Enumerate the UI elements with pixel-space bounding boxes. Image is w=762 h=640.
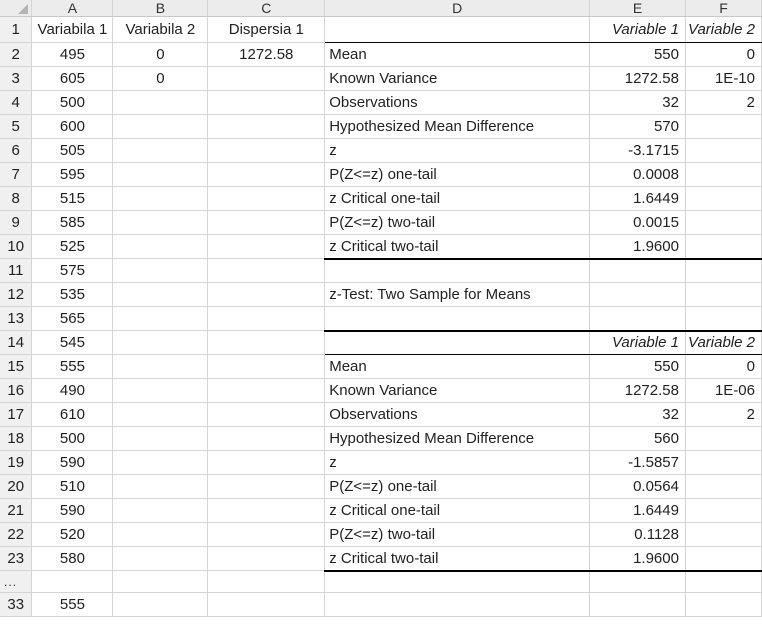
cell-a[interactable]: 585 (32, 211, 113, 235)
cell-b[interactable] (113, 499, 208, 523)
cell-f[interactable] (685, 235, 761, 259)
cell-d[interactable]: Observations (325, 91, 590, 115)
gap-cell (325, 571, 590, 593)
cell-a[interactable]: 520 (32, 523, 113, 547)
cell-b[interactable] (113, 235, 208, 259)
cell-d[interactable] (325, 331, 590, 355)
cell-c[interactable] (208, 115, 325, 139)
cell-a[interactable]: 555 (32, 593, 113, 617)
cell-c[interactable] (208, 331, 325, 355)
cell-d[interactable] (325, 593, 590, 617)
cell-b[interactable] (113, 115, 208, 139)
column-header-b[interactable]: B (113, 0, 208, 17)
cell-a[interactable]: 600 (32, 115, 113, 139)
grid-body (0, 17, 762, 617)
cell-c[interactable] (208, 283, 325, 307)
cell-c[interactable] (208, 307, 325, 331)
row-header[interactable]: 10 (0, 235, 32, 259)
table-row (0, 211, 762, 235)
cell-e[interactable]: Variable 1 (590, 17, 686, 43)
table-row (0, 17, 762, 43)
cell-d[interactable] (325, 259, 590, 283)
column-header-a[interactable]: A (32, 0, 113, 17)
cell-d[interactable]: P(Z<=z) one-tail (325, 475, 590, 499)
cell-f[interactable] (685, 475, 761, 499)
cell-e[interactable] (590, 593, 686, 617)
cell-a[interactable]: 545 (32, 331, 113, 355)
cell-c[interactable] (208, 451, 325, 475)
cell-f[interactable]: 1E-10 (685, 67, 761, 91)
row-header[interactable]: 16 (0, 379, 32, 403)
cell-d[interactable]: Hypothesized Mean Difference (325, 427, 590, 451)
cell-d[interactable]: z Critical two-tail (325, 235, 590, 259)
cell-e[interactable]: 550 (590, 355, 686, 379)
cell-a[interactable]: 505 (32, 139, 113, 163)
cell-c[interactable] (208, 91, 325, 115)
table-row (0, 67, 762, 91)
cell-b[interactable] (113, 163, 208, 187)
table-row (0, 547, 762, 571)
cell-a[interactable]: 565 (32, 307, 113, 331)
cell-b[interactable] (113, 547, 208, 571)
cell-d[interactable]: P(Z<=z) one-tail (325, 163, 590, 187)
row-header[interactable]: 6 (0, 139, 32, 163)
cell-e[interactable]: 0.0015 (590, 211, 686, 235)
cell-c[interactable] (208, 259, 325, 283)
cell-e[interactable]: Variable 1 (590, 331, 686, 355)
select-all-icon (18, 4, 28, 14)
cell-b[interactable] (113, 475, 208, 499)
cell-b[interactable] (113, 259, 208, 283)
cell-f[interactable] (685, 187, 761, 211)
cell-f[interactable]: 0 (685, 43, 761, 67)
row-header[interactable]: 20 (0, 475, 32, 499)
cell-d[interactable]: Mean (325, 43, 590, 67)
column-header-f[interactable]: F (685, 0, 761, 17)
cell-f[interactable] (685, 499, 761, 523)
cell-b[interactable] (113, 593, 208, 617)
column-header-d[interactable]: D (325, 0, 590, 17)
row-header[interactable]: 15 (0, 355, 32, 379)
cell-f[interactable] (685, 523, 761, 547)
cell-a[interactable]: 575 (32, 259, 113, 283)
cell-a[interactable]: 515 (32, 187, 113, 211)
ellipsis-marker: ... (0, 571, 32, 593)
table-row (0, 475, 762, 499)
cell-e[interactable]: 1.6449 (590, 499, 686, 523)
cell-b[interactable] (113, 187, 208, 211)
cell-a[interactable]: 490 (32, 379, 113, 403)
cell-d[interactable]: z (325, 139, 590, 163)
hidden-rows-gap (0, 571, 762, 593)
cell-b[interactable] (113, 403, 208, 427)
row-header[interactable]: 11 (0, 259, 32, 283)
table-row (0, 163, 762, 187)
table-row (0, 259, 762, 283)
cell-b[interactable] (113, 331, 208, 355)
cell-e[interactable]: 550 (590, 43, 686, 67)
cell-a[interactable]: 580 (32, 547, 113, 571)
table-row (0, 139, 762, 163)
cell-a[interactable]: 535 (32, 283, 113, 307)
table-row (0, 379, 762, 403)
cell-c[interactable]: 1272.58 (208, 43, 325, 67)
cell-f[interactable]: 0 (685, 355, 761, 379)
cell-c[interactable] (208, 355, 325, 379)
cell-f[interactable]: Variable 2 (685, 17, 761, 43)
cell-b[interactable]: Variabila 2 (113, 17, 208, 43)
cell-d[interactable]: P(Z<=z) two-tail (325, 523, 590, 547)
table-row (0, 355, 762, 379)
cell-b[interactable] (113, 523, 208, 547)
row-header[interactable]: 9 (0, 211, 32, 235)
cell-e[interactable]: 1272.58 (590, 379, 686, 403)
row-header[interactable]: 21 (0, 499, 32, 523)
cell-f[interactable] (685, 307, 761, 331)
row-header[interactable]: 4 (0, 91, 32, 115)
column-header-row (0, 0, 762, 17)
table-row (0, 427, 762, 451)
cell-f[interactable] (685, 427, 761, 451)
cell-d[interactable]: z-Test: Two Sample for Means (325, 283, 590, 307)
cell-a[interactable]: 525 (32, 235, 113, 259)
cell-f[interactable] (685, 163, 761, 187)
cell-a[interactable]: 590 (32, 451, 113, 475)
cell-e[interactable]: 570 (590, 115, 686, 139)
table-row (0, 235, 762, 259)
gap-cell (32, 571, 113, 593)
table-row (0, 523, 762, 547)
cell-c[interactable] (208, 403, 325, 427)
cell-d[interactable] (325, 307, 590, 331)
cell-b[interactable] (113, 427, 208, 451)
cell-f[interactable] (685, 451, 761, 475)
cell-f[interactable] (685, 547, 761, 571)
row-header[interactable]: 17 (0, 403, 32, 427)
cell-d[interactable] (325, 17, 590, 43)
cell-d[interactable]: P(Z<=z) two-tail (325, 211, 590, 235)
column-header-e[interactable]: E (590, 0, 686, 17)
cell-d[interactable]: z Critical one-tail (325, 499, 590, 523)
row-header[interactable]: 12 (0, 283, 32, 307)
cell-e[interactable]: 0.1128 (590, 523, 686, 547)
cell-e[interactable] (590, 259, 686, 283)
table-row (0, 403, 762, 427)
gap-cell (113, 571, 208, 593)
row-header[interactable]: 23 (0, 547, 32, 571)
cell-b[interactable]: 0 (113, 67, 208, 91)
row-header[interactable]: 5 (0, 115, 32, 139)
table-row (0, 331, 762, 355)
cell-e[interactable] (590, 283, 686, 307)
row-header[interactable]: 8 (0, 187, 32, 211)
cell-a[interactable]: 590 (32, 499, 113, 523)
row-header[interactable]: 14 (0, 331, 32, 355)
cell-b[interactable] (113, 379, 208, 403)
table-row (0, 91, 762, 115)
cell-a[interactable]: 510 (32, 475, 113, 499)
cell-e[interactable]: 1272.58 (590, 67, 686, 91)
cell-c[interactable] (208, 499, 325, 523)
cell-b[interactable] (113, 307, 208, 331)
table-row (0, 499, 762, 523)
cell-b[interactable] (113, 211, 208, 235)
cell-c[interactable] (208, 379, 325, 403)
cell-a[interactable]: 500 (32, 427, 113, 451)
cell-d[interactable]: z Critical two-tail (325, 547, 590, 571)
cell-e[interactable]: 560 (590, 427, 686, 451)
cell-f[interactable]: 2 (685, 403, 761, 427)
row-header[interactable]: 3 (0, 67, 32, 91)
cell-e[interactable]: 32 (590, 403, 686, 427)
cell-e[interactable]: 1.6449 (590, 187, 686, 211)
row-header[interactable]: 22 (0, 523, 32, 547)
cell-b[interactable] (113, 355, 208, 379)
cell-f[interactable] (685, 259, 761, 283)
cell-e[interactable]: 32 (590, 91, 686, 115)
cell-c[interactable] (208, 475, 325, 499)
gap-cell (685, 571, 761, 593)
cell-c[interactable] (208, 523, 325, 547)
cell-a[interactable]: Variabila 1 (32, 17, 113, 43)
cell-f[interactable] (685, 139, 761, 163)
cell-f[interactable]: Variable 2 (685, 331, 761, 355)
gap-cell (590, 571, 686, 593)
cell-d[interactable]: Known Variance (325, 379, 590, 403)
cell-a[interactable]: 605 (32, 67, 113, 91)
table-row (0, 43, 762, 67)
row-header[interactable]: 33 (0, 593, 32, 617)
cell-c[interactable] (208, 67, 325, 91)
gap-cell (208, 571, 325, 593)
cell-b[interactable]: 0 (113, 43, 208, 67)
cell-c[interactable] (208, 139, 325, 163)
cell-c[interactable] (208, 593, 325, 617)
cell-d[interactable]: z (325, 451, 590, 475)
cell-d[interactable]: Hypothesized Mean Difference (325, 115, 590, 139)
row-header[interactable]: 2 (0, 43, 32, 67)
cell-b[interactable] (113, 283, 208, 307)
row-header[interactable]: 1 (0, 17, 32, 43)
cell-c[interactable] (208, 235, 325, 259)
column-header-c[interactable]: C (208, 0, 325, 17)
cell-e[interactable]: 0.0564 (590, 475, 686, 499)
cell-c[interactable] (208, 211, 325, 235)
cell-f[interactable]: 2 (685, 91, 761, 115)
table-row (0, 115, 762, 139)
cell-e[interactable] (590, 307, 686, 331)
cell-d[interactable]: z Critical one-tail (325, 187, 590, 211)
cell-a[interactable]: 495 (32, 43, 113, 67)
row-header[interactable]: 19 (0, 451, 32, 475)
cell-c[interactable] (208, 547, 325, 571)
cell-a[interactable]: 595 (32, 163, 113, 187)
cell-e[interactable]: 0.0008 (590, 163, 686, 187)
row-header[interactable]: 13 (0, 307, 32, 331)
cell-e[interactable]: 1.9600 (590, 235, 686, 259)
table-row (0, 593, 762, 617)
cell-f[interactable] (685, 115, 761, 139)
select-all-corner[interactable] (0, 0, 32, 17)
cell-a[interactable]: 500 (32, 91, 113, 115)
cell-b[interactable] (113, 451, 208, 475)
cell-f[interactable]: 1E-06 (685, 379, 761, 403)
cell-e[interactable]: -3.1715 (590, 139, 686, 163)
cell-b[interactable] (113, 139, 208, 163)
cell-c[interactable]: Dispersia 1 (208, 17, 325, 43)
cell-d[interactable]: Mean (325, 355, 590, 379)
cell-c[interactable] (208, 163, 325, 187)
cell-f[interactable] (685, 283, 761, 307)
cell-f[interactable] (685, 211, 761, 235)
table-row (0, 307, 762, 331)
row-header[interactable]: 7 (0, 163, 32, 187)
table-row (0, 187, 762, 211)
cell-c[interactable] (208, 427, 325, 451)
cell-a[interactable]: 555 (32, 355, 113, 379)
cell-f[interactable] (685, 593, 761, 617)
cell-b[interactable] (113, 91, 208, 115)
table-row (0, 283, 762, 307)
row-header[interactable]: 18 (0, 427, 32, 451)
cell-e[interactable]: -1.5857 (590, 451, 686, 475)
cell-c[interactable] (208, 187, 325, 211)
cell-a[interactable]: 610 (32, 403, 113, 427)
table-row (0, 451, 762, 475)
cell-e[interactable]: 1.9600 (590, 547, 686, 571)
cell-d[interactable]: Observations (325, 403, 590, 427)
cell-d[interactable]: Known Variance (325, 67, 590, 91)
